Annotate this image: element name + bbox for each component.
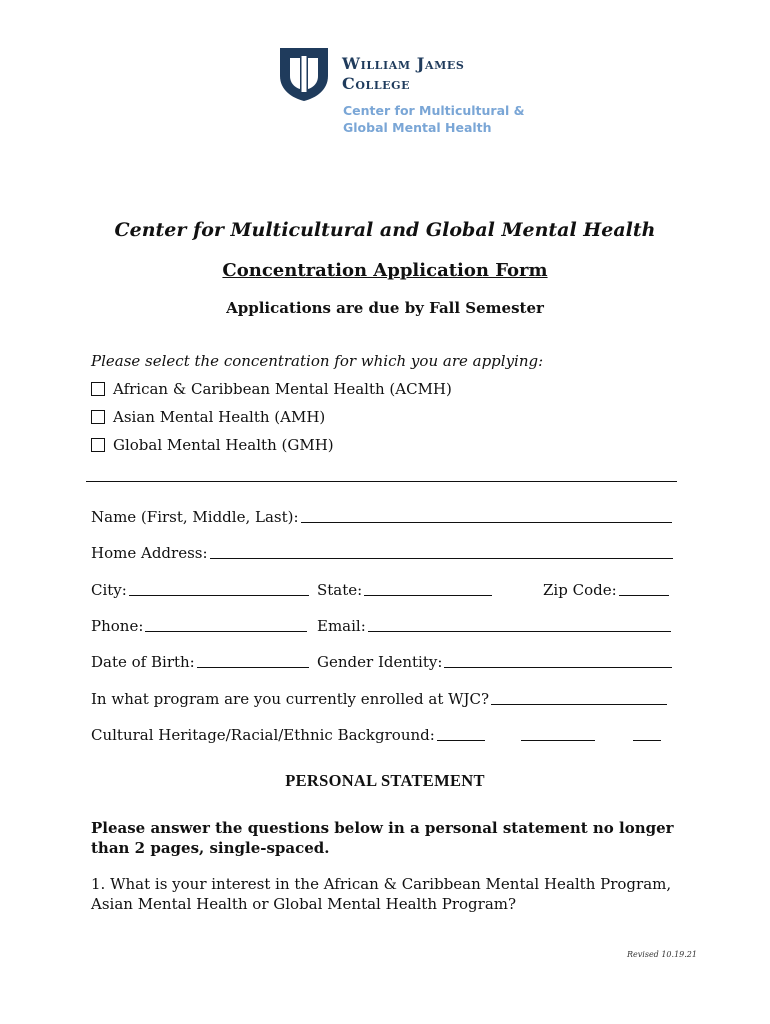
option-amh[interactable] xyxy=(91,408,325,426)
checkbox-gmh[interactable] xyxy=(91,438,105,452)
program-label: In what program are you currently enrolled at WJC? xyxy=(91,690,490,708)
revision-date: Revised 10.19.21 xyxy=(627,950,697,959)
option-acmh-label: African & Caribbean Mental Health (ACMH) xyxy=(113,380,452,398)
zip-input-line[interactable] xyxy=(619,594,669,596)
center-subtitle-line1: Center for Multicultural & xyxy=(343,103,525,118)
question-1: 1. What is your interest in the African & Caribbean Mental Health Program, Asian Mental Health or Global Mental Health Program? xyxy=(91,875,672,913)
statement-instructions: Please answer the questions below in a personal statement no longer than 2 pages, single-spaced. xyxy=(91,819,674,857)
email-field[interactable] xyxy=(317,617,671,635)
city-input-line[interactable] xyxy=(129,594,309,596)
checkbox-acmh[interactable] xyxy=(91,382,105,396)
state-label: State: xyxy=(317,581,363,599)
page-title: Center for Multicultural and Global Mental Health xyxy=(114,219,656,241)
program-input-line[interactable] xyxy=(491,703,667,705)
zip-field[interactable] xyxy=(543,581,669,599)
gender-input-line[interactable] xyxy=(444,666,672,668)
dob-field[interactable] xyxy=(91,653,309,671)
address-input-line[interactable] xyxy=(210,557,673,559)
email-input-line[interactable] xyxy=(368,630,671,632)
city-label: City: xyxy=(91,581,127,599)
due-date-notice: Applications are due by Fall Semester xyxy=(226,299,544,317)
phone-label: Phone: xyxy=(91,617,144,635)
address-field[interactable] xyxy=(91,544,673,562)
name-input-line[interactable] xyxy=(301,521,672,523)
phone-field[interactable] xyxy=(91,617,307,635)
option-gmh[interactable] xyxy=(91,436,334,454)
concentration-prompt: Please select the concentration for which you are applying: xyxy=(91,352,544,370)
heritage-input-line-1[interactable] xyxy=(437,739,485,741)
city-field[interactable] xyxy=(91,581,309,599)
option-acmh[interactable] xyxy=(91,380,452,398)
state-input-line[interactable] xyxy=(364,594,492,596)
center-subtitle xyxy=(343,102,525,136)
heritage-label: Cultural Heritage/Racial/Ethnic Background: xyxy=(91,726,435,744)
college-name-line2: College xyxy=(342,74,411,93)
college-name xyxy=(342,54,464,94)
program-field[interactable] xyxy=(91,690,667,708)
gender-field[interactable] xyxy=(317,653,672,671)
option-amh-label: Asian Mental Health (AMH) xyxy=(113,408,326,426)
address-label: Home Address: xyxy=(91,544,208,562)
heritage-input-line-2[interactable] xyxy=(521,739,595,741)
state-field[interactable] xyxy=(317,581,492,599)
gender-label: Gender Identity: xyxy=(317,653,443,671)
name-label: Name (First, Middle, Last): xyxy=(91,508,299,526)
zip-label: Zip Code: xyxy=(543,581,617,599)
heritage-input-line-3[interactable] xyxy=(633,739,661,741)
dob-label: Date of Birth: xyxy=(91,653,195,671)
form-title: Concentration Application Form xyxy=(222,260,548,281)
email-label: Email: xyxy=(317,617,366,635)
phone-input-line[interactable] xyxy=(145,630,307,632)
name-field[interactable] xyxy=(91,508,672,526)
section-divider xyxy=(86,481,677,482)
heritage-field[interactable] xyxy=(91,726,661,744)
dob-input-line[interactable] xyxy=(197,666,309,668)
college-name-line1: William James xyxy=(342,54,465,73)
center-subtitle-line2: Global Mental Health xyxy=(343,120,492,135)
personal-statement-heading: PERSONAL STATEMENT xyxy=(285,771,485,790)
checkbox-amh[interactable] xyxy=(91,410,105,424)
option-gmh-label: Global Mental Health (GMH) xyxy=(113,436,334,454)
college-logo-shield-icon xyxy=(278,46,330,102)
